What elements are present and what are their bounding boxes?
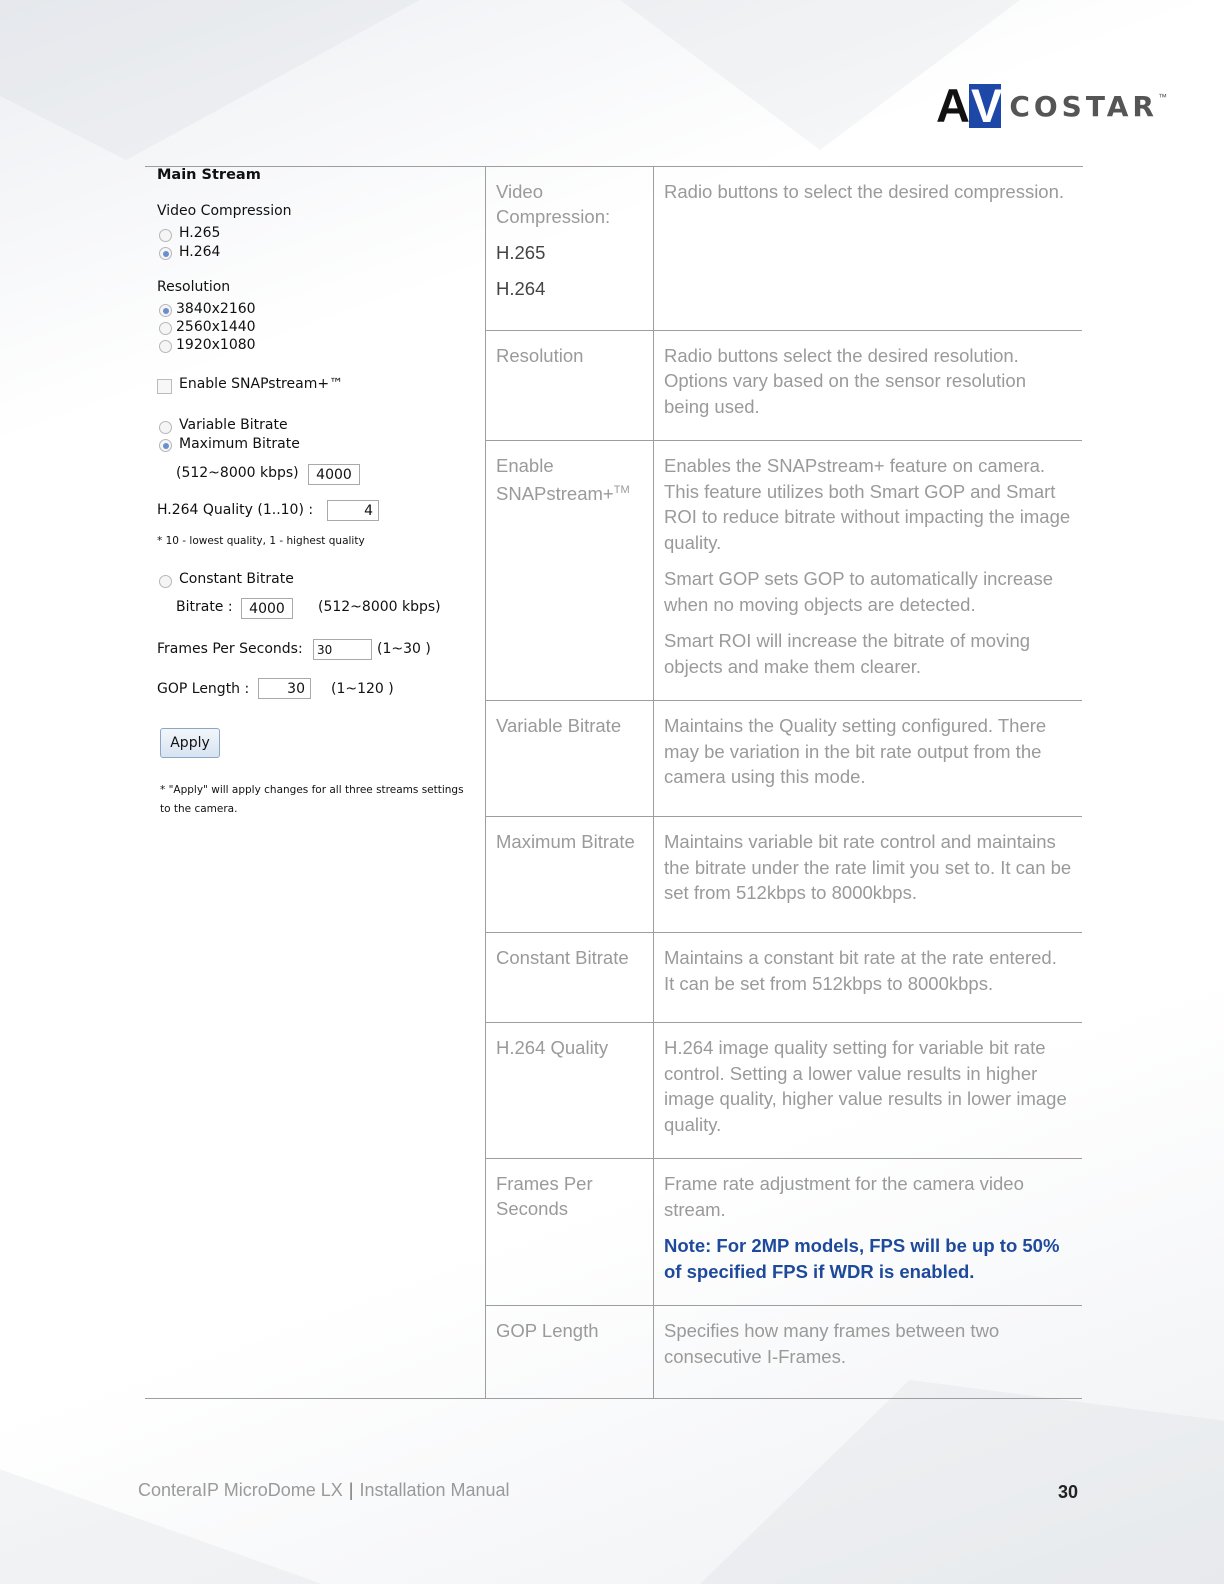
setting-name: H.264 Quality: [496, 1037, 609, 1058]
description-gop-length: [654, 1306, 1083, 1399]
setting-frames-per-seconds: [486, 1159, 654, 1306]
setting-name: Video Compression:: [496, 181, 611, 227]
footer-separator: |: [348, 1480, 354, 1500]
fps-label: Frames Per Seconds:: [157, 641, 303, 657]
snapstream-label: Enable SNAPstream+™: [179, 376, 344, 392]
setting-h264-quality: [486, 1023, 654, 1159]
snapstream-checkbox[interactable]: [157, 379, 172, 394]
resolution-3840-radio[interactable]: [159, 304, 172, 317]
setting-name: Frames Per Seconds: [496, 1173, 593, 1219]
maximum-bitrate-radio[interactable]: [159, 439, 172, 452]
gop-range: (1~120 ): [331, 681, 394, 697]
description-h264-quality: [654, 1023, 1083, 1159]
setting-maximum-bitrate: [486, 817, 654, 933]
logo-a: A: [936, 79, 967, 132]
setting-gop-length: [486, 1306, 654, 1399]
description-constant-bitrate: [654, 933, 1083, 1023]
resolution-3840-label: 3840x2160: [176, 301, 256, 317]
background-facet: [0, 0, 420, 160]
ui-screenshot-cell: [145, 167, 486, 1399]
footer-manual: Installation Manual: [359, 1480, 510, 1500]
apply-note: * "Apply" will apply changes for all three streams settings: [160, 784, 464, 796]
footer-title: [138, 1480, 510, 1501]
description-snapstream: [654, 441, 1083, 701]
description-text: Smart ROI will increase the bitrate of moving objects and make them clearer.: [664, 630, 1031, 677]
main-stream-panel: [145, 167, 485, 1322]
setting-variable-bitrate: [486, 701, 654, 817]
logo-trademark: ™: [1158, 92, 1167, 102]
fps-input[interactable]: 30: [313, 639, 372, 660]
h264-radio[interactable]: [159, 247, 172, 260]
logo-v: V: [970, 79, 1000, 132]
description-text: Maintains the Quality setting configured. There may be variation in the bit rate output from the camera using this mode.: [664, 715, 1047, 787]
footer-product: ConteraIP MicroDome LX: [138, 1480, 343, 1500]
quality-note: * 10 - lowest quality, 1 - highest quality: [157, 535, 365, 547]
quality-input[interactable]: 4: [327, 500, 379, 521]
description-text: Maintains a constant bit rate at the rate entered. It can be set from 512kbps to 8000kbps.: [664, 947, 1057, 994]
variable-bitrate-label: Variable Bitrate: [179, 417, 288, 433]
description-text: Enables the SNAPstream+ feature on camera. This feature utilizes both Smart GOP and Smart ROI to reduce bitrate without impacting the image quality.: [664, 455, 1071, 553]
description-resolution: [654, 330, 1083, 441]
setting-video-compression: [486, 167, 654, 330]
table-top-rule: [145, 166, 1083, 167]
logo-brand-text: COSTAR: [1009, 89, 1158, 123]
fps-range: (1~30 ): [377, 641, 431, 657]
apply-note-continued: to the camera.: [160, 803, 238, 815]
description-text: H.264 image quality setting for variable bit rate control. Setting a lower value results in higher image quality, higher value results in lower image quality.: [664, 1037, 1067, 1135]
background-facet: [0, 1420, 460, 1584]
setting-resolution: [486, 330, 654, 441]
settings-table: [145, 167, 1082, 1399]
trademark-mark: TM: [613, 484, 630, 496]
setting-name: Constant Bitrate: [496, 947, 629, 968]
apply-button[interactable]: Apply: [160, 728, 220, 758]
constant-bitrate-radio[interactable]: [159, 575, 172, 588]
maximum-bitrate-input[interactable]: 4000: [308, 464, 360, 485]
variable-bitrate-radio[interactable]: [159, 421, 172, 434]
description-text: Radio buttons to select the desired compression.: [664, 181, 1065, 202]
resolution-1920-radio[interactable]: [159, 340, 172, 353]
resolution-1920-label: 1920x1080: [176, 337, 256, 353]
main-stream-heading: Main Stream: [157, 167, 261, 183]
description-frames-per-seconds: [654, 1159, 1083, 1306]
description-text: Maintains variable bit rate control and maintains the bitrate under the rate limit you set to. It can be set from 512kbps to 8000kbps.: [664, 831, 1072, 903]
constant-bitrate-label: Constant Bitrate: [179, 571, 294, 587]
table-row: [145, 167, 1082, 330]
resolution-label: Resolution: [157, 279, 231, 295]
maximum-bitrate-range: (512~8000 kbps): [176, 465, 299, 481]
setting-snapstream: [486, 441, 654, 701]
option-h265: H.265: [496, 242, 546, 263]
fps-note: Note: For 2MP models, FPS will be up to 50% of specified FPS if WDR is enabled.: [664, 1235, 1060, 1282]
resolution-2560-label: 2560x1440: [176, 319, 256, 335]
bitrate-input[interactable]: 4000: [241, 598, 293, 619]
bitrate-range: (512~8000 kbps): [318, 599, 441, 615]
bitrate-label: Bitrate :: [176, 599, 233, 615]
description-text: Frame rate adjustment for the camera video stream.: [664, 1173, 1024, 1220]
setting-name: Resolution: [496, 344, 584, 366]
setting-name: Variable Bitrate: [496, 715, 622, 736]
quality-label: H.264 Quality (1..10) :: [157, 502, 314, 518]
setting-name: GOP Length: [496, 1320, 599, 1341]
description-variable-bitrate: [654, 701, 1083, 817]
setting-name: Maximum Bitrate: [496, 831, 635, 852]
logo-av-mark: [936, 79, 1001, 132]
background-facet: [700, 1380, 1224, 1584]
maximum-bitrate-label: Maximum Bitrate: [179, 436, 300, 452]
h265-label: H.265: [179, 225, 221, 241]
description-text: Specifies how many frames between two consecutive I-Frames.: [664, 1320, 1000, 1367]
gop-input[interactable]: 30: [258, 678, 311, 699]
description-maximum-bitrate: [654, 817, 1083, 933]
resolution-2560-radio[interactable]: [159, 322, 172, 335]
description-text: Smart GOP sets GOP to automatically increase when no moving objects are detected.: [664, 568, 1053, 615]
video-compression-label: Video Compression: [157, 203, 292, 219]
page-number: 30: [1058, 1482, 1079, 1502]
gop-label: GOP Length :: [157, 681, 250, 697]
h265-radio[interactable]: [159, 229, 172, 242]
description-text: Radio buttons select the desired resolution. Options vary based on the sensor resolution being used.: [664, 344, 1026, 417]
description-video-compression: [654, 167, 1083, 330]
h264-label: H.264: [179, 244, 221, 260]
setting-constant-bitrate: [486, 933, 654, 1023]
setting-name: Enable SNAPstream+: [496, 455, 614, 505]
option-h264: H.264: [496, 278, 546, 299]
avcostar-logo: [936, 79, 1167, 132]
